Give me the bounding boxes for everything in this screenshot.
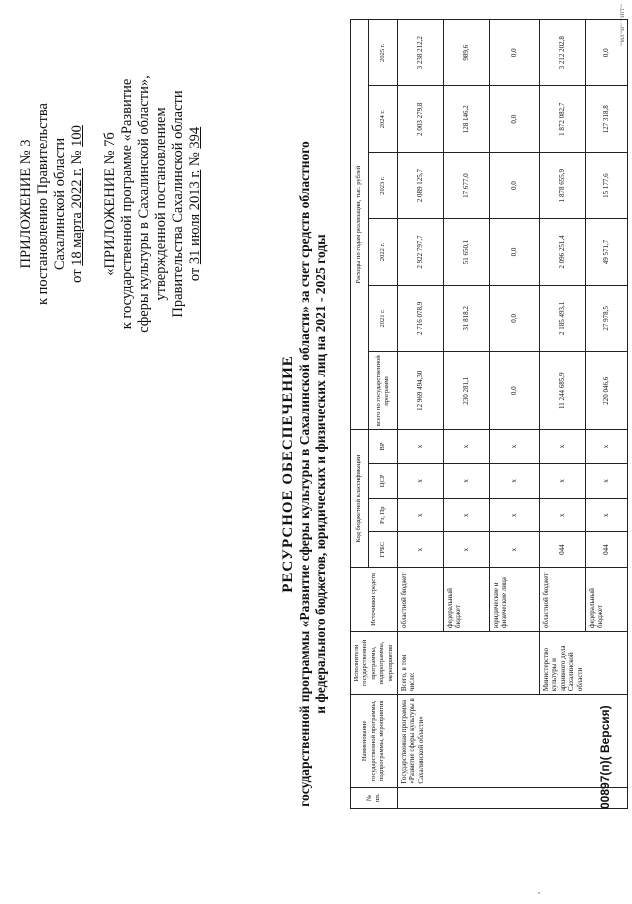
cell-source: федеральный бюджет bbox=[444, 567, 490, 631]
header-2025: 2025 г. bbox=[368, 20, 397, 86]
appendix-line: к постановлению Правительства bbox=[35, 103, 51, 305]
annex-doc-number: 394 bbox=[187, 126, 203, 149]
annex-line: к государственной программе «Развитие bbox=[119, 78, 135, 330]
header-2024: 2024 г. bbox=[368, 86, 397, 152]
annex-header bbox=[102, 44, 204, 364]
table-row: юридические и физические лица x x x x 0,0 0,0 0,0 0,0 0,0 0,0 bbox=[490, 20, 540, 809]
header-expenses: Расходы по годам реализации, тыс. рублей bbox=[351, 20, 369, 430]
header-executor: Исполнители государственной программы, подпрограммы, мероприятия bbox=[351, 631, 398, 694]
table-row: федеральный бюджет x x x x 230 281,1 31 818,2 51 650,1 17 677,0 128 146,2 989,6 bbox=[444, 20, 490, 809]
header-2023: 2023 г. bbox=[368, 152, 397, 218]
table-row: Министерство культуры и архивного дела Сахалинской области областной бюджет 044 x x x 11 244 685,9 2 185 493,1 2 096 251,4 1 878 655,9 1 872 082,7 3 212 202,8 bbox=[540, 20, 586, 809]
cell-total: 12 969 494,30 bbox=[398, 352, 444, 430]
header-vr: ВР bbox=[368, 430, 397, 463]
annex-date: 31 июля 2013 г. bbox=[187, 169, 203, 265]
resource-table bbox=[350, 19, 628, 809]
cell-total: 230 281,1 bbox=[444, 352, 490, 430]
annex-line: сферы культуры в Сахалинской области», bbox=[136, 75, 152, 333]
cell-executor-total: Всего, в том числе: bbox=[398, 631, 540, 694]
cell-total: 11 244 685,9 bbox=[540, 352, 586, 430]
appendix-header bbox=[18, 44, 204, 364]
header-no: № пп. bbox=[351, 787, 398, 808]
scan-dot bbox=[538, 892, 540, 894]
cell-source: федеральный бюджет bbox=[586, 567, 628, 631]
table-header-row bbox=[351, 20, 369, 809]
cell-program-name: Государственная программа «Развитие сферы культуры в Сахалинской области» bbox=[398, 695, 628, 787]
annex-date-line: от 31 июля 2013 г. № 394 bbox=[187, 126, 203, 282]
header-2021: 2021 г. bbox=[368, 285, 397, 351]
table-row: федеральный бюджет 044 x x x 220 046,6 27 978,5 49 571,7 15 177,6 127 318,8 0,0 bbox=[586, 20, 628, 809]
cell-total: 0,0 bbox=[490, 352, 540, 430]
header-csr: ЦСР bbox=[368, 463, 397, 499]
header-name: Наименование государственной программы, подпрограммы, мероприятия bbox=[351, 695, 398, 787]
document-title bbox=[280, 84, 329, 864]
appendix-number: ПРИЛОЖЕНИЕ № 3 bbox=[18, 139, 34, 269]
table-row: Государственная программа «Развитие сферы культуры в Сахалинской области» Всего, в том числе: областной бюджет x x x x 12 969 494,30 2 716 078,9 2 922 797,7 2 089 125,7 2 003 279,8 3 238 212,2 bbox=[398, 20, 444, 809]
appendix-doc-number: 100 bbox=[69, 125, 85, 147]
cell-executor-ministry: Министерство культуры и архивного дела Сахалинской области bbox=[540, 631, 628, 694]
header-rzpr: Рз, Пр bbox=[368, 499, 397, 532]
header-budget-code: Код бюджетной классификации bbox=[351, 430, 369, 568]
appendix-date-line: от 18 марта 2022 г. № 100 bbox=[69, 125, 85, 283]
document-footer: 00897(п)( Версия) bbox=[598, 705, 612, 809]
header-grbs: ГРБС bbox=[368, 532, 397, 568]
cell-no bbox=[398, 787, 628, 808]
scan-margin-marks: ~мл~и~ ~нтт~ bbox=[618, 4, 626, 47]
annex-number: «ПРИЛОЖЕНИЕ № 7б bbox=[102, 132, 118, 276]
header-sources: Источники средств bbox=[351, 567, 398, 631]
header-total: всего по государственной программе bbox=[368, 352, 397, 430]
cell-source: областной бюджет bbox=[540, 567, 586, 631]
title-sub: и федерального бюджетов, юридических и физических лиц на 2021 - 2025 годы bbox=[313, 234, 328, 714]
appendix-date: 18 марта 2022 г. bbox=[69, 167, 85, 266]
cell-total: 220 046,6 bbox=[586, 352, 628, 430]
appendix-line: Сахалинской области bbox=[52, 137, 68, 271]
annex-line: утвержденной постановлением bbox=[153, 107, 169, 301]
cell-source: юридические и физические лица bbox=[490, 567, 540, 631]
annex-line: Правительства Сахалинской области bbox=[170, 90, 186, 318]
title-sub: государственной программы «Развитие сферы культуры в Сахалинской области» за счет средств областного bbox=[297, 141, 312, 807]
header-2022: 2022 г. bbox=[368, 219, 397, 285]
title-main: РЕСУРСНОЕ ОБЕСПЕЧЕНИЕ bbox=[280, 355, 296, 593]
cell-source: областной бюджет bbox=[398, 567, 444, 631]
